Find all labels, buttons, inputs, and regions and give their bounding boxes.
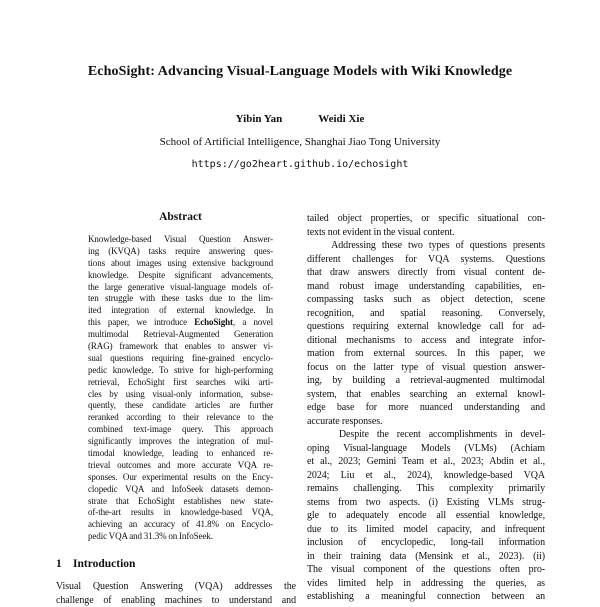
text-line: timodal knowledge, leading to enhanced re-: [88, 448, 273, 459]
text-line: oping Visual-language Models (VLMs) (Achiam: [307, 442, 545, 454]
paragraph: [307, 428, 545, 604]
text-line: (RAG) framework that enables to answer vi-: [88, 341, 273, 352]
right-column-text: [307, 212, 545, 604]
text-line: inclusion of encyclopedic, long-tail information: [307, 537, 545, 548]
text-line: reranked according to their relevance to the: [88, 412, 273, 423]
text-line: pedic VQA and 31.3% on InfoSeek.: [88, 531, 213, 542]
project-url-link[interactable]: https://go2heart.github.io/echosight: [191, 159, 409, 170]
affiliation: School of Artificial Intelligence, Shanghai Jiao Tong University: [159, 136, 441, 148]
text-line: clopedic VQA and InfoSeek datasets demon-: [88, 483, 273, 494]
text-line: due to its limited model capacity, and infrequent: [307, 523, 545, 535]
author-name-2: Weidi Xie: [318, 113, 365, 125]
text-line: quently, these candidate articles are further: [88, 400, 273, 411]
text-line: mation from external sources. In this paper, we: [307, 348, 545, 359]
text-line: Addressing these two types of questions presents: [307, 240, 545, 251]
left-column: [56, 205, 296, 607]
text-line: accurate responses.: [307, 415, 383, 427]
text-line: ditional mechanisms to access and integrate infor-: [307, 334, 545, 346]
text-line: this paper, we introduce EchoSight, a novel: [88, 317, 273, 328]
text-line: 2024; Liu et al., 2024), knowledge-based VQA: [307, 469, 545, 481]
text-line: of-the-art results in knowledge-based VQA,: [88, 507, 273, 518]
text-line: Visual Question Answering (VQA) addresses the: [56, 581, 296, 593]
authors-row: [0, 113, 600, 125]
text-line: the large generative visual-language models of-: [88, 281, 273, 292]
text-line: significantly improves the integration of mul-: [88, 436, 273, 447]
section-heading-introduction: [56, 557, 296, 571]
text-line: mand robust image understanding capabilities, en-: [307, 280, 545, 292]
text-line: Despite the recent accomplishments in devel-: [307, 429, 545, 440]
text-line: cles by using visual-only information, subse-: [88, 388, 273, 399]
text-line: sponses. Our experimental results on the Ency-: [88, 471, 273, 482]
text-line: strate that EchoSight establishes new state-: [88, 495, 273, 506]
text-line: ing, by building a retrieval-augmented multimodal: [307, 375, 545, 386]
right-column: [307, 205, 545, 604]
text-line: tions about images using extensive background: [88, 257, 273, 268]
text-line: questions requiring external knowledge call for ad-: [307, 321, 545, 332]
text-line: tailed object properties, or specific situational con-: [307, 213, 545, 224]
text-line: The visual component of the questions often pro-: [307, 564, 545, 575]
text-line: vides limited help in addressing the queries, as: [307, 577, 545, 589]
text-line: combined text-image query. This approach: [88, 424, 273, 435]
introduction-text: [56, 580, 296, 607]
text-line: different challenges for VQA systems. Questions: [307, 253, 545, 265]
paragraph: [88, 234, 273, 543]
text-line: edge base for more nuanced understanding and: [307, 402, 545, 413]
author-name-1: Yibin Yan: [235, 113, 283, 125]
paragraph: [307, 212, 545, 239]
text-line: system, that enables searching an external knowl-: [307, 388, 545, 400]
text-line: stems from two aspects. (i) Existing VLMs strug-: [307, 496, 545, 508]
text-line: establishing a meaningful connection between an: [307, 591, 545, 602]
paragraph: [307, 239, 545, 428]
text-line: focus on the latter type of visual question answer-: [307, 361, 545, 373]
text-line: ing (KVQA) tasks require answering ques-: [88, 245, 273, 256]
text-line: challenge of enabling machines to understand and: [56, 594, 296, 606]
text-line: remains challenging. This complexity primarily: [307, 483, 545, 494]
paper-title: EchoSight: Advancing Visual-Language Models with Wiki Knowledge: [87, 64, 513, 79]
text-line: ited integration of external knowledge. In: [88, 305, 273, 316]
section-number: 1: [56, 558, 62, 571]
text-line: achieving an accuracy of 41.8% on Encyclo-: [88, 519, 273, 530]
text-line: in their training data (Mensink et al., 2023). (ii): [307, 550, 545, 562]
text-line: recognition, and spatial reasoning. Conversely,: [307, 307, 545, 319]
text-line: sual questions requiring fine-grained encyclo-: [88, 352, 273, 363]
project-url-row: [0, 154, 600, 172]
text-line: retrieval, EchoSight first searches wiki arti-: [88, 376, 273, 387]
text-line: ten struggle with these tasks due to the lim-: [88, 293, 273, 304]
text-line: texts not evident in the visual content.: [307, 226, 455, 238]
text-line: knowledge. Despite significant advancements,: [88, 269, 273, 280]
text-line: pedic knowledge. To strive for high-performing: [88, 364, 273, 375]
text-line: that draw answers directly from visual content de-: [307, 267, 545, 278]
text-line: et al., 2023; Gemini Team et al., 2023; Abdin et al.,: [307, 456, 545, 467]
text-line: compassing tasks such as object detection, scene: [307, 294, 545, 305]
paragraph: [56, 580, 296, 607]
text-line: trieval outcomes and more accurate VQA re-: [88, 459, 273, 470]
text-line: Knowledge-based Visual Question Answer-: [88, 234, 273, 244]
section-title: Introduction: [73, 558, 136, 571]
text-line: multimodal Retrieval-Augmented Generation: [88, 329, 273, 340]
abstract-text: [88, 234, 273, 543]
abstract-block: [88, 210, 273, 543]
abstract-heading: Abstract: [159, 211, 202, 223]
text-line: gle to adequately encode all essential knowledge,: [307, 510, 545, 521]
